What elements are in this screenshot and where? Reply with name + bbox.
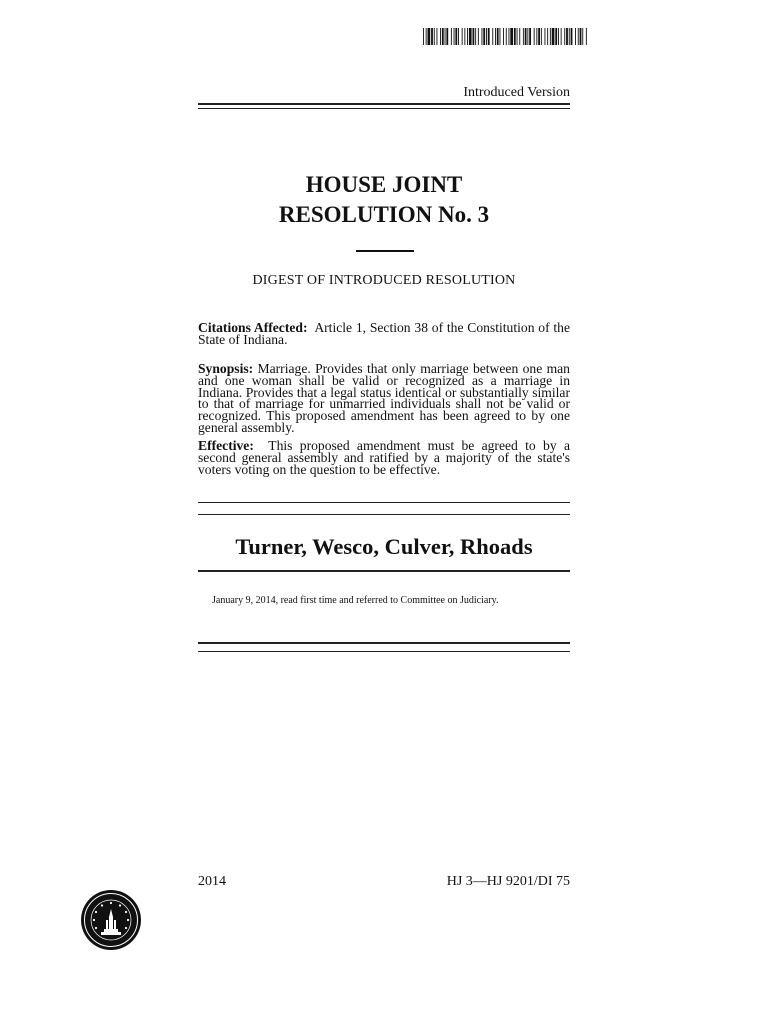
digest-heading: DIGEST OF INTRODUCED RESOLUTION (252, 273, 516, 288)
synopsis-paragraph (198, 363, 570, 434)
citations-paragraph (198, 322, 570, 346)
effective-text: This proposed amendment must be agreed to by a second general assembly and ratified by a majority of the state's voters voting on the question to be effective. (198, 438, 571, 477)
document-number: HJ 3—HJ 9201/DI 75 (446, 874, 570, 889)
effective-label: Effective: (198, 438, 254, 453)
synopsis-text: Marriage. Provides that only marriage between one man and one woman shall be valid or recognized as a marriage in Indiana. Provides that a legal status identical or substantially similar to that of marriage for unmarried individuals shall not be valid or recognized. This proposed amendment has been agreed to by one general assembly. (198, 361, 570, 435)
resolution-title-line2: RESOLUTION No. 3 (278, 202, 490, 227)
resolution-title-line1: HOUSE JOINT (305, 172, 463, 197)
citations-label: Citations Affected: (198, 320, 308, 335)
divider-rule-2 (198, 514, 570, 515)
state-seal-icon (80, 889, 142, 951)
version-label: Introduced Version (463, 85, 570, 100)
title-divider (356, 250, 414, 252)
bottom-rule-2 (198, 651, 570, 652)
sponsors: Turner, Wesco, Culver, Rhoads (235, 534, 533, 559)
header-rule-bottom (198, 108, 570, 109)
barcode (423, 28, 588, 45)
header-rule-top (198, 103, 570, 105)
synopsis-label: Synopsis: (198, 361, 254, 376)
sponsors-rule (198, 570, 570, 572)
footer-year: 2014 (198, 874, 226, 889)
bottom-rule-1 (198, 642, 570, 644)
citations-text: Article 1, Section 38 of the Constitution of the State of Indiana. (198, 320, 570, 347)
divider-rule-1 (198, 502, 570, 503)
legislative-history: January 9, 2014, read first time and referred to Committee on Judiciary. (212, 595, 499, 606)
effective-paragraph (198, 440, 570, 475)
